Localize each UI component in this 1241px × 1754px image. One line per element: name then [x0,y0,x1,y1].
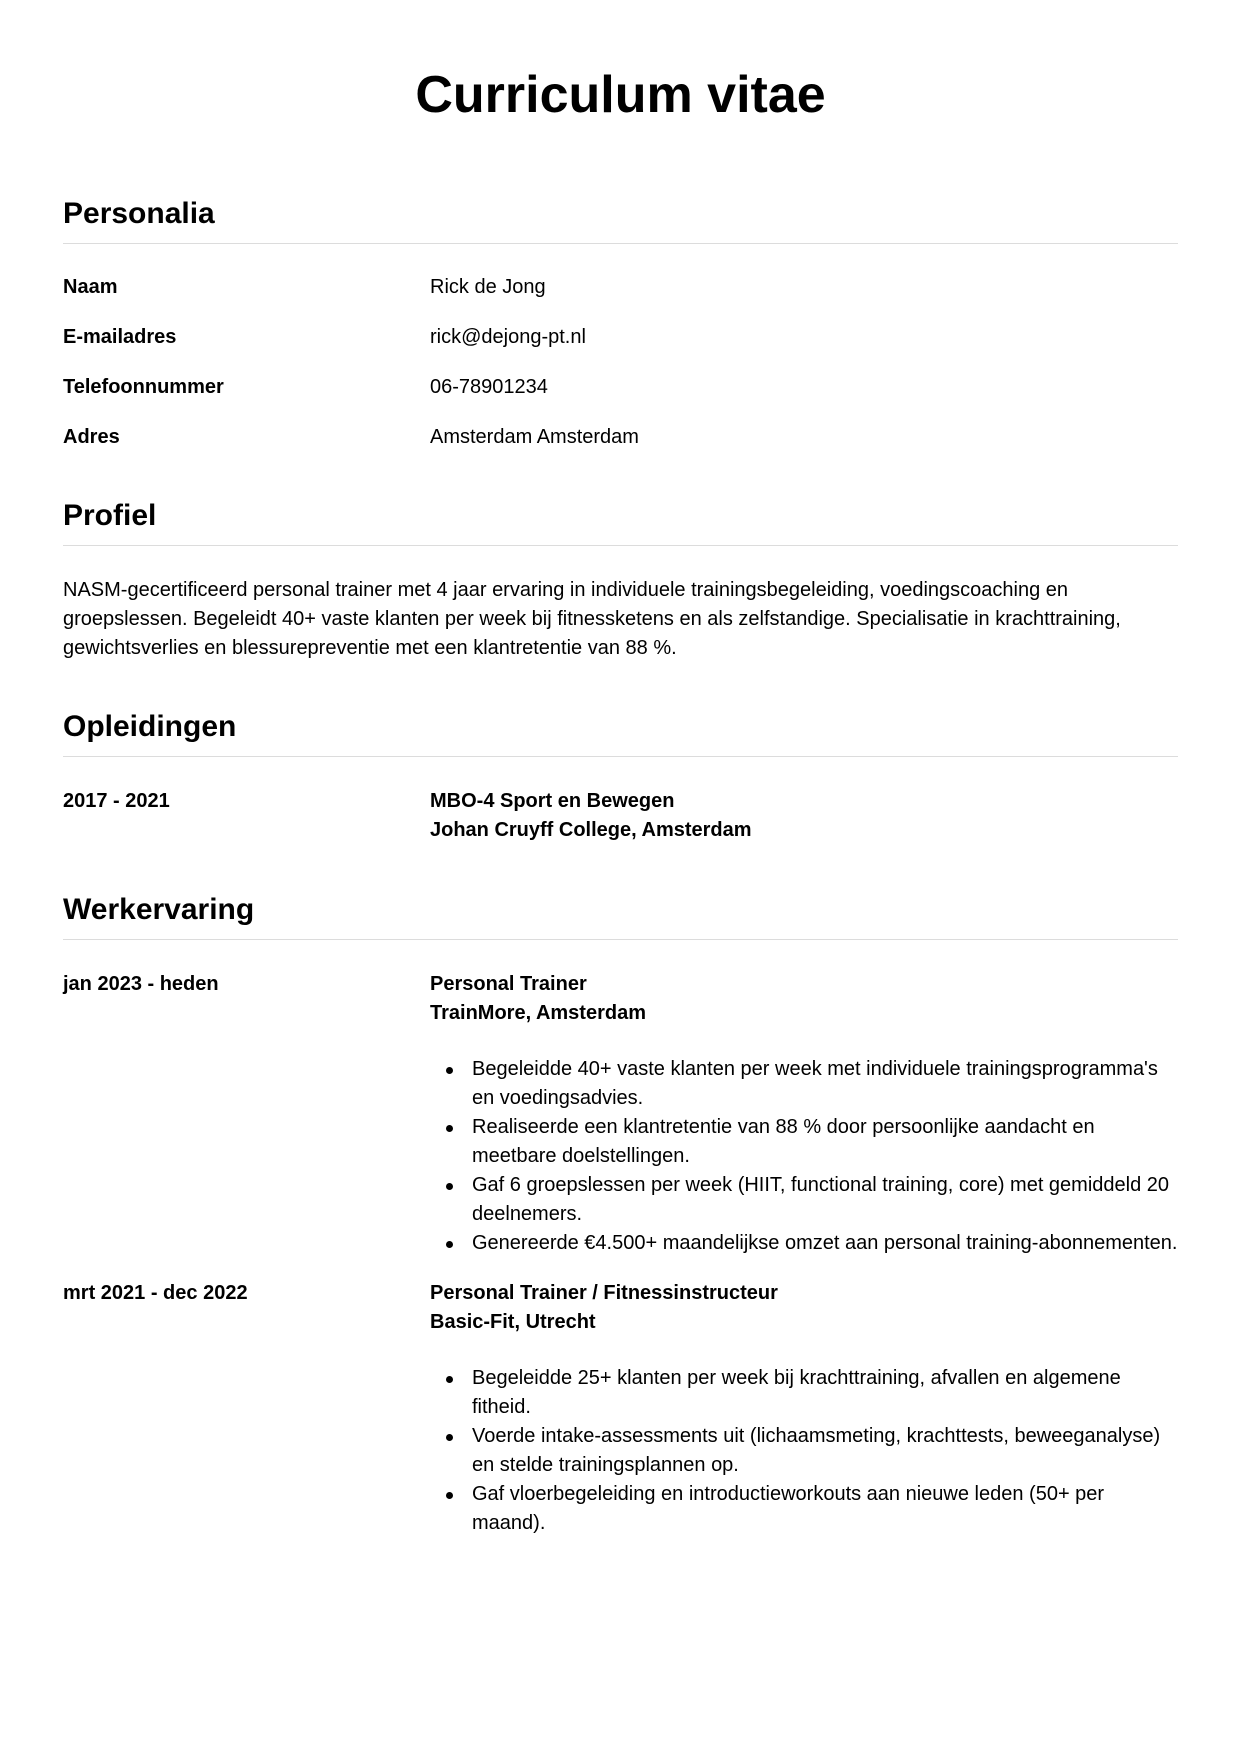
education-title: MBO-4 Sport en Bewegen [430,790,675,812]
personalia-label: Telefoonnummer [63,376,224,398]
work-bullet: Genereerde €4.500+ maandelijkse omzet aan personal training-abonnementen. [430,1229,1178,1258]
work-details [430,970,1178,1258]
education-details [430,787,1178,845]
work-employer: TrainMore, Amsterdam [430,1002,646,1024]
profiel-section [63,498,1178,663]
work-bullet-list [430,1055,1178,1258]
personalia-row-email [63,325,1178,349]
work-period: jan 2023 - heden [63,973,219,995]
work-bullet: Voerde intake-assessments uit (lichaamsmeting, krachttests, beweeganalyse) en stelde trainingsplannen op. [430,1422,1178,1480]
work-bullet-list [430,1364,1178,1538]
personalia-row-adres [63,425,1178,449]
work-period: mrt 2021 - dec 2022 [63,1282,248,1304]
opleidingen-section [63,709,1178,845]
personalia-section [63,196,1178,475]
profiel-heading: Profiel [63,498,1178,546]
work-bullet: Begeleidde 40+ vaste klanten per week met individuele trainingsprogramma's en voedingsadvies. [430,1055,1178,1113]
personalia-heading: Personalia [63,196,1178,244]
work-bullet: Gaf vloerbegeleiding en introductieworkouts aan nieuwe leden (50+ per maand). [430,1480,1178,1538]
education-period: 2017 - 2021 [63,790,170,812]
personalia-label: Naam [63,276,118,298]
personalia-value: rick@dejong-pt.nl [430,326,586,348]
profile-text: NASM-gecertificeerd personal trainer met 4 jaar ervaring in individuele trainingsbegeleiding, voedingscoaching en groepslessen. Begeleidt 40+ vaste klanten per week bij fitnessketens en als zelfstandige. Specialisatie in krachttraining, gewichtsverlies en blessurepreventie met een klantretentie van 88 %. [63,579,1121,659]
work-bullet: Realiseerde een klantretentie van 88 % door persoonlijke aandacht en meetbare doelstellingen. [430,1113,1178,1171]
personalia-value: Rick de Jong [430,276,546,298]
work-entry [63,970,1178,1258]
personalia-label: E-mailadres [63,326,177,348]
work-details [430,1279,1178,1538]
opleidingen-heading: Opleidingen [63,709,1178,757]
work-title: Personal Trainer [430,973,587,995]
personalia-row-naam [63,275,1178,299]
education-entry [63,787,1178,845]
work-entry [63,1279,1178,1538]
personalia-value: Amsterdam Amsterdam [430,426,639,448]
werkervaring-section [63,892,1178,1538]
personalia-value: 06-78901234 [430,376,548,398]
work-bullet: Gaf 6 groepslessen per week (HIIT, functional training, core) met gemiddeld 20 deelnemers. [430,1171,1178,1229]
work-bullet: Begeleidde 25+ klanten per week bij krachttraining, afvallen en algemene fitheid. [430,1364,1178,1422]
page-title: Curriculum vitae [415,66,826,124]
work-employer: Basic-Fit, Utrecht [430,1311,596,1333]
werkervaring-heading: Werkervaring [63,892,1178,940]
work-title: Personal Trainer / Fitnessinstructeur [430,1282,778,1304]
personalia-row-telefoon [63,375,1178,399]
personalia-label: Adres [63,426,120,448]
education-institution: Johan Cruyff College, Amsterdam [430,819,752,841]
